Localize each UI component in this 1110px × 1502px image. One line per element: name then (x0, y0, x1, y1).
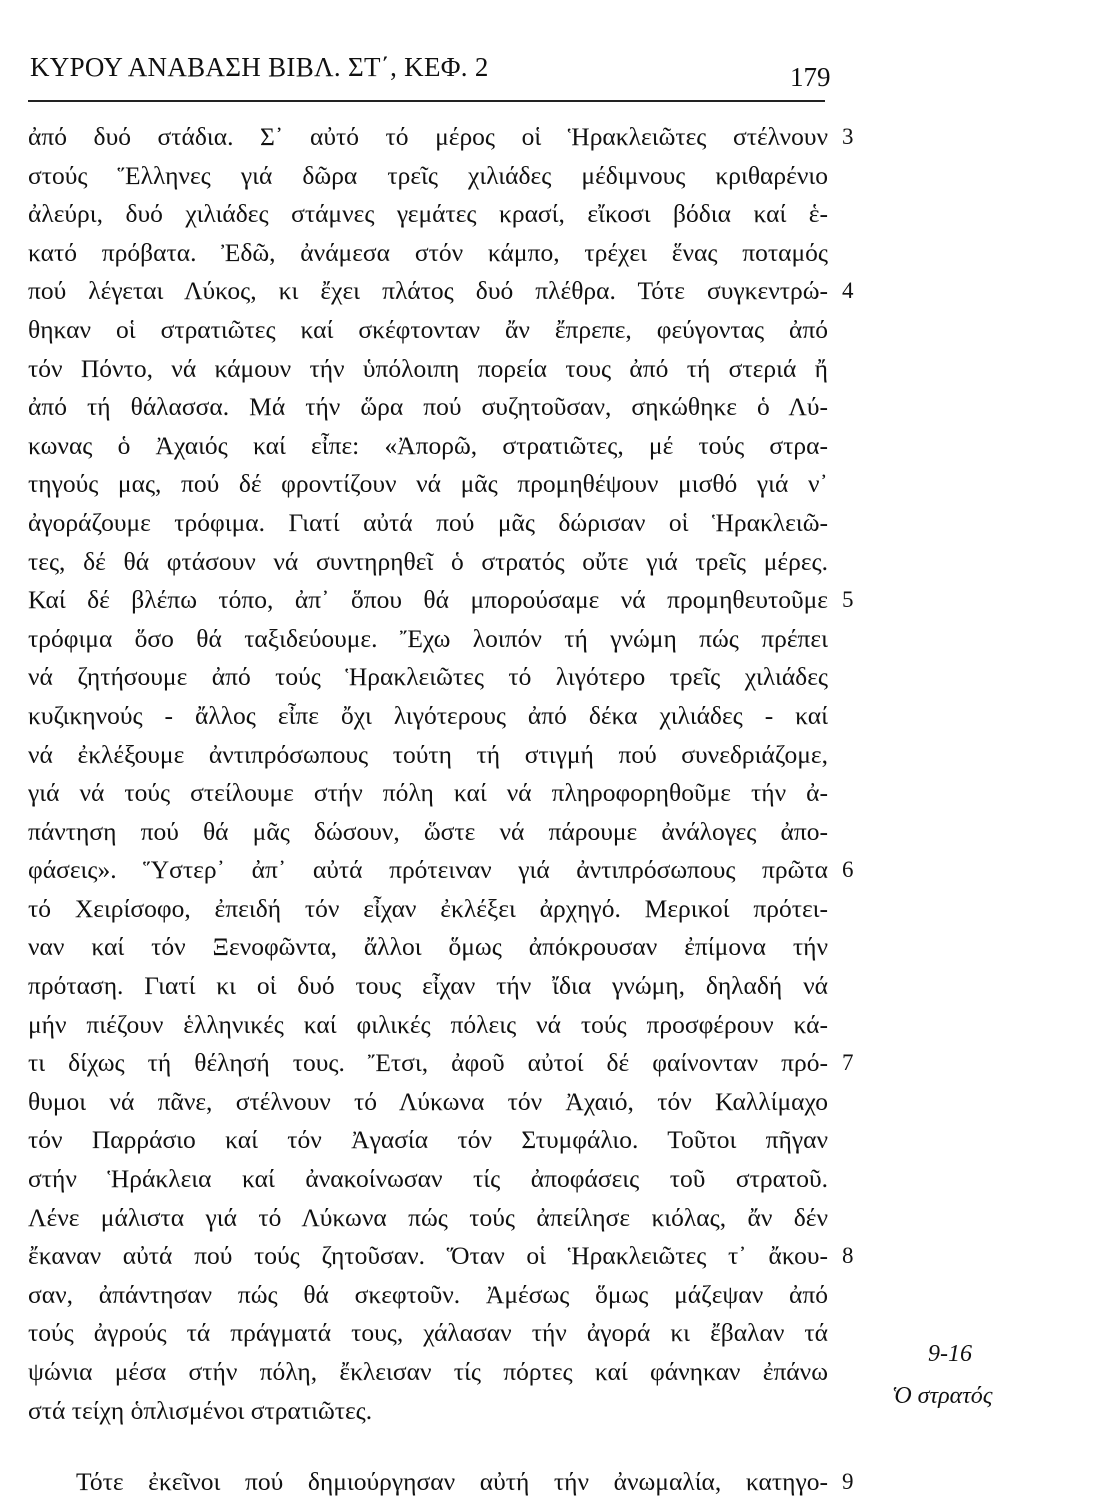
text-line: τούς ἀγρούς τά πράγματά τους, χάλασαν τήν ἀγορά κι ἔβαλαν τά (28, 1318, 828, 1348)
text-line: πού λέγεται Λύκος, κι ἔχει πλάτος δυό πλέθρα. Τότε συγκεντρώ- (28, 276, 828, 306)
text-line: γιά νά τούς στείλουμε στήν πόλη καί νά πληροφορηθοῦμε τήν ἀ- (28, 778, 828, 808)
text-line: κυζικηνούς - ἄλλος εἶπε ὄχι λιγότερους ἀπό δέκα χιλιάδες - καί (28, 700, 828, 730)
text-line: σαν, ἀπάντησαν πώς θά σκεφτοῦν. Ἀμέσως ὅμως μάζεψαν ἀπό (28, 1279, 828, 1309)
text-line: τό Χειρίσοφο, ἐπειδή τόν εἶχαν ἐκλέξει ἀρχηγό. Μερικοί πρότει- (28, 893, 828, 923)
text-line: Καί δέ βλέπω τόπο, ἀπ᾽ ὅπου θά μπορούσαμε νά προμηθευτοῦμε (28, 585, 828, 615)
text-line: ἀγοράζουμε τρόφιμα. Γιατί αὐτά πού μᾶς δώρισαν οἱ Ἡρακλειῶ- (28, 507, 828, 537)
section-number: 8 (842, 1243, 854, 1269)
text-line: ἀπό τή θάλασσα. Μά τήν ὥρα πού συζητοῦσαν, σηκώθηκε ὁ Λύ- (28, 392, 828, 422)
body-text (28, 118, 828, 1502)
text-line: ἀλεύρι, δυό χιλιάδες στάμνες γεμάτες κρασί, εἴκοσι βόδια καί ἑ- (28, 199, 828, 229)
text-line: ψώνια μέσα στήν πόλη, ἔκλεισαν τίς πόρτες καί φάνηκαν ἐπάνω (28, 1357, 828, 1386)
text-line: στήν Ἡράκλεια καί ἀνακοίνωσαν τίς ἀποφάσεις τοῦ στρατοῦ. (28, 1164, 828, 1194)
text-line: στούς Ἕλληνες γιά δῶρα τρεῖς χιλιάδες μέδιμνους κριθαρένιο (28, 160, 828, 190)
text-line: τόν Παρράσιο καί τόν Ἀγασία τόν Στυμφάλιο. Τοῦτοι πῆγαν (28, 1125, 828, 1155)
page-number: 179 (790, 62, 831, 92)
text-line: νά ζητήσουμε ἀπό τούς Ἡρακλειῶτες τό λιγότερο τρεῖς χιλιάδες (28, 662, 828, 692)
text-line: μήν πιέζουν ἑλληνικές καί φιλικές πόλεις νά τούς προσφέρουν κά- (28, 1009, 828, 1039)
side-note (880, 1338, 1070, 1416)
section-number: 4 (842, 278, 854, 304)
text-line: ἔκαναν αὐτά πού τούς ζητοῦσαν. Ὅταν οἱ Ἡρακλειῶτες τ᾽ ἄκου- (28, 1241, 828, 1271)
text-line: κωνας ὁ Ἀχαιός καί εἶπε: «Ἀπορῶ, στρατιῶτες, μέ τούς στρα- (28, 430, 828, 460)
text-line: Λένε μάλιστα γιά τό Λύκωνα πώς τούς ἀπείλησε κιόλας, ἄν δέν (28, 1202, 828, 1232)
text-line: θυμοι νά πᾶνε, στέλνουν τό Λύκωνα τόν Ἀχαιό, τόν Καλλίμαχο (28, 1086, 828, 1116)
side-note-range: 9-16 (928, 1341, 972, 1367)
header-rule (28, 100, 825, 102)
running-head: ΚΥΡΟΥ ΑΝΑΒΑΣΗ ΒΙΒΛ. ΣΤ΄, ΚΕΦ. 2 (30, 52, 489, 82)
section-number: 6 (842, 857, 854, 883)
text-line: τι δίχως τή θέλησή τους. Ἔτσι, ἀφοῦ αὐτοί δέ φαίνονταν πρό- (28, 1048, 828, 1078)
section-number: 9 (842, 1469, 854, 1495)
section-number: 7 (842, 1050, 854, 1076)
text-line: νά ἐκλέξουμε ἀντιπρόσωπους τούτη τή στιγμή πού συνεδριάζομε, (28, 739, 828, 769)
text-line: πρόταση. Γιατί κι οἱ δυό τους εἶχαν τήν ἴδια γνώμη, δηλαδή νά (28, 971, 828, 1001)
section-number: 5 (842, 587, 854, 613)
text-line: θηκαν οἱ στρατιῶτες καί σκέφτονταν ἄν ἔπρεπε, φεύγοντας ἀπό (28, 314, 828, 344)
text-line: τες, δέ θά φτάσουν νά συντηρηθεῖ ὁ στρατός οὔτε γιά τρεῖς μέρες. (28, 546, 828, 576)
text-line: στά τείχη ὁπλισμένοι στρατιῶτες. (28, 1395, 373, 1425)
text-line: τηγούς μας, πού δέ φροντίζουν νά μᾶς προμηθέψουν μισθό γιά ν᾽ (28, 469, 828, 499)
side-note-title: Ὁ στρατός (892, 1383, 993, 1409)
text-line: ναν καί τόν Ξενοφῶντα, ἄλλοι ὅμως ἀπόκρουσαν ἐπίμονα τήν (28, 932, 828, 962)
text-line: τόν Πόντο, νά κάμουν τήν ὑπόλοιπη πορεία τους ἀπό τή στεριά ἤ (28, 353, 828, 383)
text-line: πάντηση πού θά μᾶς δώσουν, ὥστε νά πάρουμε ἀνάλογες ἀπο- (28, 816, 828, 846)
paragraph-opening-line: Τότε ἐκεῖνοι πού δημιούργησαν αὐτή τήν ἀνωμαλία, κατηγο- (76, 1467, 828, 1497)
section-number: 3 (842, 124, 854, 149)
text-line: ἀπό δυό στάδια. Σ᾽ αὐτό τό μέρος οἱ Ἡρακλειῶτες στέλνουν (28, 122, 828, 151)
text-line: τρόφιμα ὅσο θά ταξιδεύουμε. Ἔχω λοιπόν τή γνώμη πώς πρέπει (28, 623, 828, 653)
text-line: κατό πρόβατα. Ἐδῶ, ἀνάμεσα στόν κάμπο, τρέχει ἕνας ποταμός (28, 237, 828, 267)
text-line: φάσεις». Ὕστερ᾽ ἀπ᾽ αὐτά πρότειναν γιά ἀντιπρόσωπους πρῶτα (28, 855, 828, 885)
